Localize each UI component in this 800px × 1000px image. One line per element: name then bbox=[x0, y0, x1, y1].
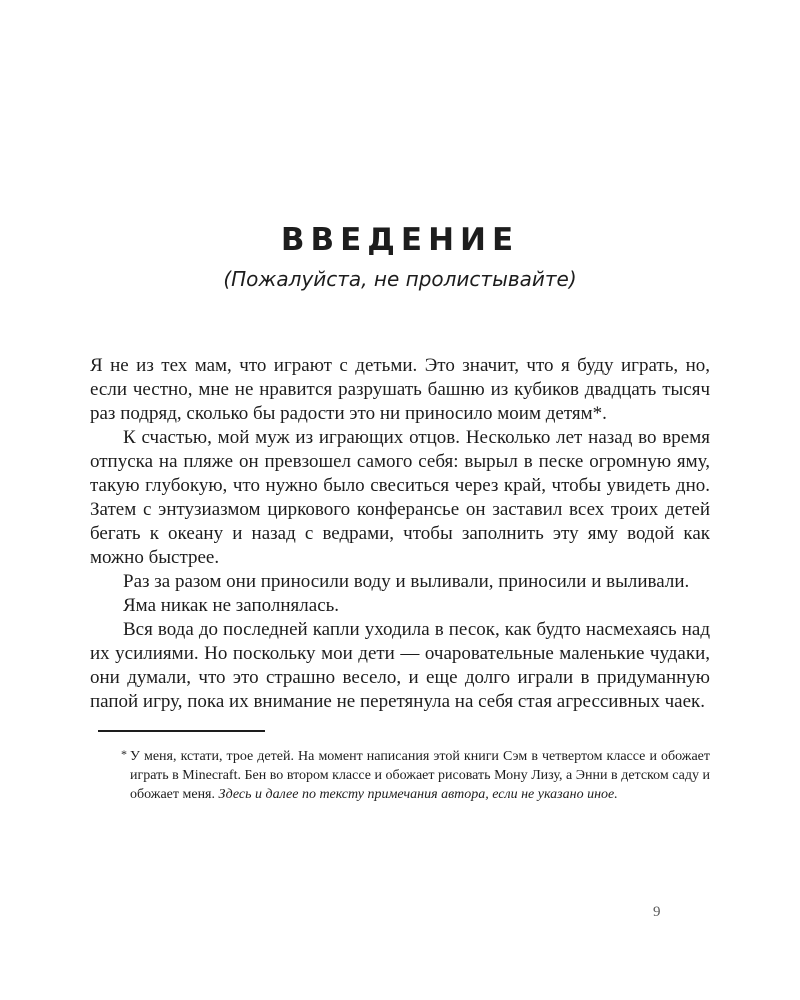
chapter-title: ВВЕДЕНИЕ bbox=[280, 222, 520, 258]
paragraph: Я не из тех мам, что играют с детьми. Это значит, что я буду играть, но, если честно, мне не нравится разрушать башню из кубиков двадцать тысяч раз подряд, сколько бы радости это ни приносило моим детям*. bbox=[90, 355, 710, 424]
footnote-italic-text: Здесь и далее по тексту примечания автора, если не указано иное. bbox=[218, 787, 618, 802]
page-number: 9 bbox=[653, 904, 661, 920]
footnote-divider bbox=[98, 730, 265, 732]
footnote-text: У меня, кстати, трое детей. На момент написания этой книги Сэм в четвертом классе и обожает играть в Minecraft. Бен во втором классе и обожает рисовать Мону Лизу, а Энни в детском саду и обожает меня. bbox=[130, 749, 710, 802]
paragraph: Яма никак не заполнялась. bbox=[123, 595, 340, 616]
footnote bbox=[90, 745, 710, 804]
paragraph: Раз за разом они приносили воду и выливали, приносили и выливали. bbox=[123, 571, 690, 592]
footnote-marker: * bbox=[121, 747, 127, 761]
paragraph: Вся вода до последней капли уходила в песок, как будто насмехаясь над их усилиями. Но поскольку мои дети — очаровательные маленькие чудаки, они думали, что это страшно весело, и еще долго играли в придуманную папой игру, пока их внимание не перетянула на себя стая агрессивных чаек. bbox=[90, 619, 710, 712]
paragraph: К счастью, мой муж из играющих отцов. Несколько лет назад во время отпуска на пляже он превзошел самого себя: вырыл в песке огромную яму, такую глубокую, что нужно было свеситься через край, чтобы увидеть дно. Затем с энтузиазмом циркового конферансье он заставил всех троих детей бегать к океану и назад с ведрами, чтобы заполнить эту яму водой как можно быстрее. bbox=[90, 427, 710, 568]
chapter-subtitle: (Пожалуйста, не пролистывайте) bbox=[223, 267, 577, 291]
footnote-area bbox=[90, 730, 710, 804]
body-text bbox=[90, 354, 710, 714]
text-column bbox=[90, 0, 710, 804]
